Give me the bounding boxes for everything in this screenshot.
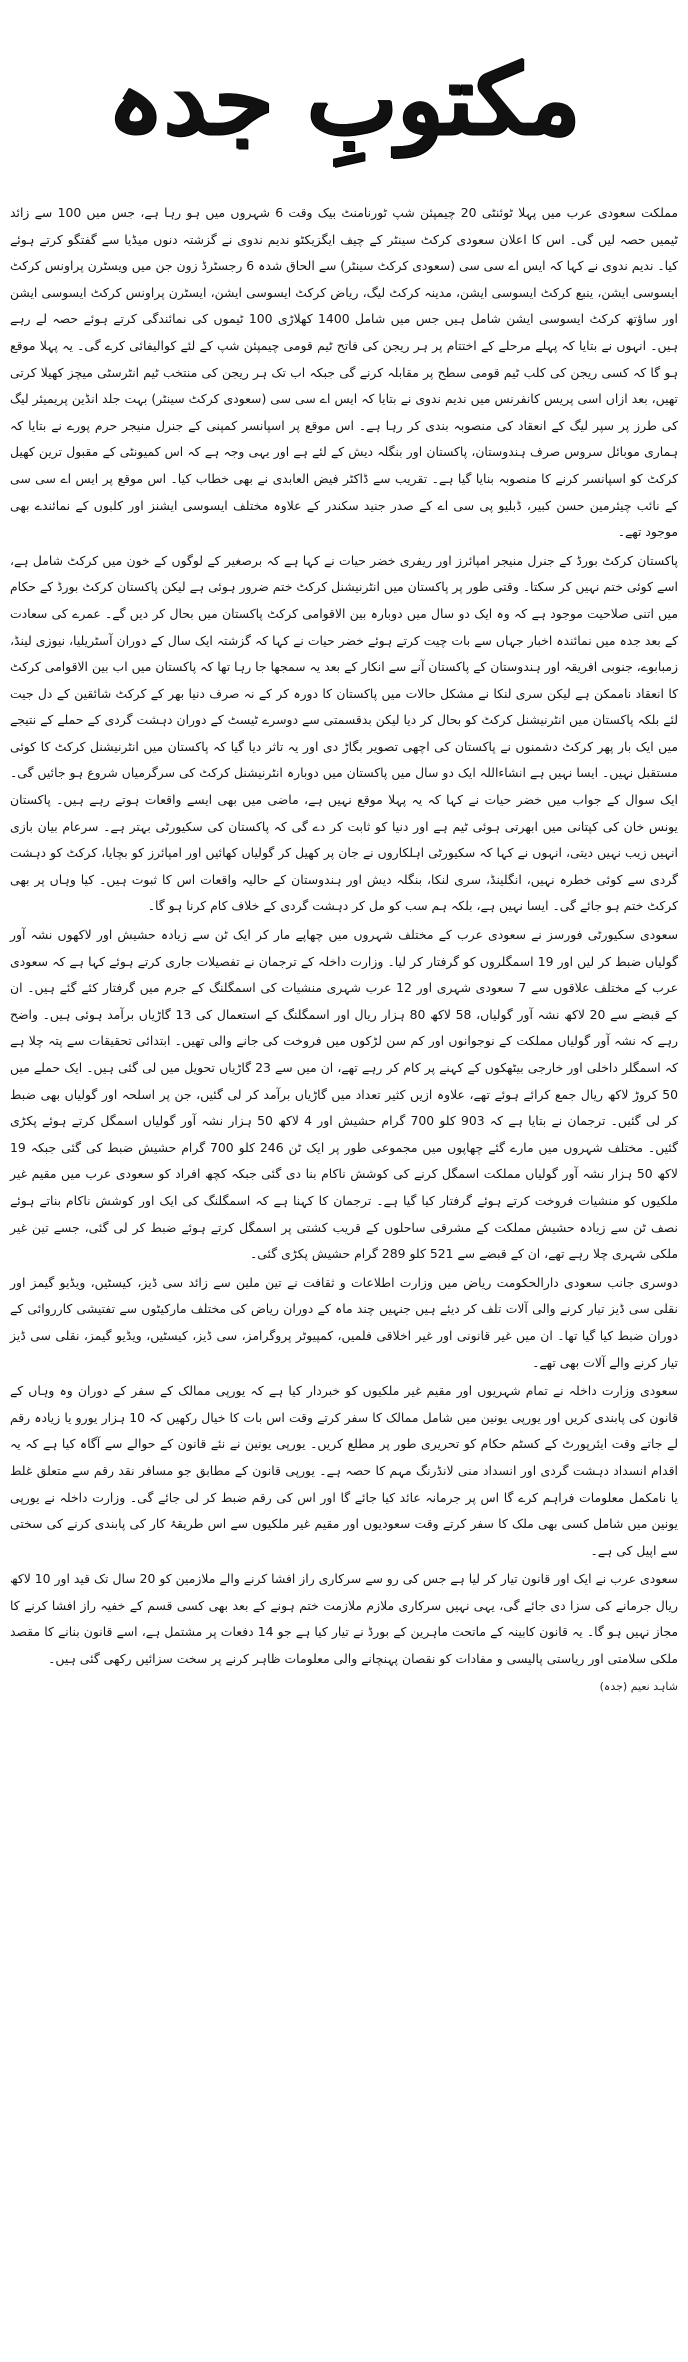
paragraph-drug-seizure: سعودی سکیورٹی فورسز نے سعودی عرب کے مختلف شہروں میں چھاپے مار کر ایک ٹن سے زیادہ حشیش اور لاکھوں نشہ آور گولیاں ضبط کر لیں اور 19 اسمگلروں کو گرفتار کر لیا۔ وزارت داخلہ کے ترجمان نے تفصیلات جاری کرتے ہوئے کہا ہے کہ سعودی عرب کے مختلف علاقوں سے 7 سعودی شہری اور 12 عرب شہری منشیات کی اسمگلنگ کے جرم میں گرفتار کئے گئے ہیں۔ ان کے قبضے سے 20 لاکھ نشہ آور گولیاں، 58 لاکھ 80 ہزار ریال اور اسمگلنگ کے استعمال کی 13 گاڑیاں برآمد ہوئی ہیں۔ واضح رہے کہ نشہ آور گولیاں مملکت کے نوجوانوں اور کم سن لڑکوں میں فروخت کی جانے والی تھیں۔ ابتدائی تحقیقات سے پتہ چلا ہے کہ اسمگلر داخلی اور خارجی بیٹھکوں کے کہنے پر کام کر رہے تھے، ان میں سے 23 گاڑیاں تحویل میں لی گئی ہیں۔ ایک حملے میں 50 کروڑ لاکھ ریال جمع کرائے ہوئے تھے، علاوہ ازیں کثیر تعداد میں گاڑیاں برآمد کر لی گئیں، جن پر اسلحہ اور گولیاں بھی ضبط کر لی گئیں۔ ترجمان نے بتایا ہے کہ 903 کلو 700 گرام حشیش اور 4 لاکھ 50 ہزار نشہ آور گولیاں اسمگل کرتے ہوئے پکڑی گئیں۔ مختلف شہروں میں مارے گئے چھاپوں میں مجموعی طور پر ایک ٹن 246 کلو 700 گرام حشیش ضبط کی گئی جبکہ 19 لاکھ 50 ہزار نشہ آور گولیاں مملکت اسمگل کرنے کی کوشش ناکام بنا دی گئی جبکہ کچھ افراد کو سعودی عرب میں مقیم غیر ملکیوں کو منشیات فروخت کرتے ہوئے گرفتار کیا گیا ہے۔ ترجمان کا کہنا ہے کہ اسمگلنگ کی ایک اور کوشش ناکام بناتے ہوئے نصف ٹن سے زیادہ حشیش مملکت کے مشرقی ساحلوں کے قریب کشتی پر اسمگل کرتے ہوئے ضبط کر لی گئی، جسے تین غیر ملکی شہری چلا رہے تھے، ان کے قبضے سے 521 کلو 289 گرام حشیش پکڑی گئی۔ — [10, 927, 679, 1262]
paragraph-eu-travel-rules: سعودی وزارت داخلہ نے تمام شہریوں اور مقیم غیر ملکیوں کو خبردار کیا ہے کہ یورپی ممالک کے سفر کے دوران وہ وہاں کے قانون کی پابندی کریں اور یورپی یونین میں شامل ممالک کا سفر کرتے وقت اس بات کا خیال رکھیں کہ 10 ہزار یورو یا زیادہ رقم لے جاتے وقت ایئرپورٹ کے کسٹم حکام کو تحریری طور پر مطلع کریں۔ یورپی یونین نے نئے قانون کے حوالے سے آگاہ کیا ہے کہ یہ اقدام انسداد دہشت گردی اور انسداد منی لانڈرنگ مہم کا حصہ ہے۔ یورپی قانون کے مطابق جو مسافر نقد رقم سے متعلق غلط یا نامکمل معلومات فراہم کرے گا اس پر جرمانہ عائد کیا جائے گا اور اس کی رقم ضبط کر لی جائے گی۔ وزارت داخلہ نے یورپی یونین میں شامل کسی بھی ملک کا سفر کرتے وقت سعودیوں اور مقیم غیر ملکیوں سے اس طریقۂ کار کی پابندی کرنے کی سختی سے اپیل کی ہے۔ — [10, 1383, 678, 1558]
column-title: مکتوبِ جدہ — [107, 43, 581, 156]
masthead — [10, 0, 678, 200]
byline: شاہد نعیم (جدہ) — [599, 1679, 678, 1693]
paragraph-state-secrets-law: سعودی عرب نے ایک اور قانون تیار کر لیا ہے جس کی رو سے سرکاری راز افشا کرنے والے ملازمین کو 20 سال تک قید اور 10 لاکھ ریال جرمانے کی سزا دی جائے گی، یہی نہیں سرکاری ملازم ملازمت ختم ہونے کے بعد بھی کسی قسم کے خفیہ راز افشا کرنے کا مجاز نہیں ہو گا۔ یہ قانون کابینہ کے ماتحت ماہرین کے بورڈ نے تیار کیا ہے جو 14 دفعات پر مشتمل ہے، اسے قانون بنانے کا مقصد ملکی سلامتی اور ریاستی پالیسی و مفادات کو نقصان پہنچانے والی معلومات ظاہر کرنے پر سخت سزائیں رکھی گئی ہیں۔ — [10, 1571, 678, 1667]
paragraph-pirated-media: دوسری جانب سعودی دارالحکومت ریاض میں وزارت اطلاعات و ثقافت نے تین ملین سے زائد سی ڈیز، کیسٹیں، ویڈیو گیمز اور نقلی سی ڈیز تیار کرنے والی آلات تلف کر دیئے ہیں جنہیں چند ماہ کے دوران ریاض کی مختلف مارکیٹوں سے تفتیشی کارروائی کے دوران ضبط کیا گیا تھا۔ ان میں غیر قانونی اور غیر اخلاقی فلمیں، کمپیوٹر پروگرامز، سی ڈیز، کیسٹیں، ویڈیو گیمز، نقلی سی ڈیز تیار کرنے والے آلات بھی تھے۔ — [10, 1274, 678, 1370]
paragraph-cricket-tournament: مملکت سعودی عرب میں پہلا ٹوئنٹی 20 چیمپئن شپ ٹورنامنٹ بیک وقت 6 شہروں میں ہو رہا ہے، جس میں 100 سے زائد ٹیمیں حصہ لیں گی۔ اس کا اعلان سعودی کرکٹ سینٹر کے چیف ایگزیکٹو ندیم ندوی نے گزشتہ دنوں میڈیا سے گفتگو کرتے ہوئے کیا۔ ندیم ندوی نے کہا کہ ایس اے سی سی (سعودی کرکٹ سینٹر) سے الحاق شدہ 6 رجسٹرڈ زون جن میں ویسٹرن پراونس کرکٹ ایسوسی ایشن، ینبع کرکٹ ایسوسی ایشن، مدینہ کرکٹ لیگ، ریاض کرکٹ ایسوسی ایشن، ایسٹرن پراونس کرکٹ ایسوسی ایشن اور ساؤتھ کرکٹ ایسوسی ایشن شامل ہیں جس میں شامل 1400 کھلاڑی 100 ٹیموں کی نمائندگی کرتے ہوئے حصہ لے رہے ہیں۔ انہوں نے بتایا کہ پہلے مرحلے کے اختتام پر ہر ریجن کی فاتح ٹیم قومی چیمپئن شپ کے لئے کوالیفائی کرے گی۔ یہ پہلا موقع ہو گا کہ کسی ریجن کی کلب ٹیم قومی سطح پر مقابلہ کرنے گی جبکہ اب تک ہر ریجن کی منتخب ٹیم انٹرسٹی میچز کھیلا کرتی تھیں، بعد ازاں اسی پریس کانفرنس میں ندیم ندوی نے بتایا کہ ایس اے سی سی (سعودی کرکٹ سینٹر) بہت جلد انڈین پریمیئر لیگ کی طرز پر سپر لیگ کے انعقاد کی منصوبہ بندی کر رہا ہے۔ اس موقع پر اسپانسر کمپنی کے جنرل منیجر حرم پورے نے بتایا کہ ہماری موبائل سروس صرف ہندوستان، پاکستان اور بنگلہ دیش کے لئے ہے اور یہی وجہ ہے کہ اس کمیونٹی کے مقبول ترین کھیل کرکٹ کو اسپانسر کرنے کا منصوبہ بنایا گیا ہے۔ تقریب سے ڈاکٹر فیض العابدی نے بھی خطاب کیا۔ اس موقع پر ایس اے سی سی کے نائب چیئرمین حسن کبیر، ڈبلیو پی سی اے کے صدر جنید سکندر کے علاوہ مختلف ایسوسی ایشنز اور کلبوں کے نمائندے بھی موجود تھے۔ — [10, 205, 679, 540]
article-body — [10, 200, 678, 1697]
paragraph-pcb-khizar-hayat: پاکستان کرکٹ بورڈ کے جنرل منیجر امپائرز اور ریفری خضر حیات نے کہا ہے کہ برصغیر کے لوگوں کے خون میں کرکٹ شامل ہے، اسے کوئی ختم نہیں کر سکتا۔ وقتی طور پر پاکستان میں انٹرنیشنل کرکٹ ختم ضرور ہوئی ہے لیکن پاکستان کرکٹ بورڈ کے حکام میں اتنی صلاحیت موجود ہے کہ وہ ایک دو سال میں دوبارہ بین الاقوامی کرکٹ پاکستان میں بحال کر دیں گے۔ عمرے کی سعادت کے بعد جدہ میں نمائندہ اخبار جہاں سے بات چیت کرتے ہوئے خضر حیات نے کہا کہ گزشتہ ایک سال کے دوران آسٹریلیا، نیوزی لینڈ، زمبابوے، جنوبی افریقہ اور ہندوستان کے پاکستان آنے سے انکار کے بعد یہ سمجھا جا رہا تھا کہ پاکستان میں اب بین الاقوامی کرکٹ کا انعقاد ناممکن ہے لیکن سری لنکا نے مشکل حالات میں پاکستان کا دورہ کر کے نہ صرف دنیا بھر کے کرکٹ شائقین کے دل جیت لئے بلکہ پاکستان میں انٹرنیشنل کرکٹ کو بحال کر دیا لیکن بدقسمتی سے دوسرے ٹیسٹ کے دوران دہشت گردی کے حملے کے نتیجے میں ایک بار پھر کرکٹ دشمنوں نے پاکستان کی اچھی تصویر بگاڑ دی اور یہ تاثر دیا گیا کہ پاکستان میں انٹرنیشنل کرکٹ کا کوئی مستقبل نہیں۔ ایسا نہیں ہے انشاءاللہ ایک دو سال میں پاکستان میں دوبارہ انٹرنیشنل کرکٹ کی سرگرمیاں شروع ہو جائیں گی۔ ایک سوال کے جواب میں خضر حیات نے کہا کہ یہ پہلا موقع نہیں ہے، ماضی میں بھی ایسے واقعات ہوتے رہے ہیں۔ پاکستان یونس خان کی کپتانی میں ابھرتی ہوئی ٹیم ہے اور دنیا کو ثابت کر دے گی کہ پاکستان کی سکیورٹی بہتر ہے۔ سرعام بیان بازی انہیں زیب نہیں دیتی، انہوں نے کہا کہ سکیورٹی اہلکاروں نے جان پر کھیل کر گولیاں کھائیں اور امپائرز کو بچایا، کرکٹ کو دہشت گردی سے کوئی خطرہ نہیں، انگلینڈ، سری لنکا، بنگلہ دیش اور ہندوستان کے حالیہ واقعات اس کا ثبوت ہیں۔ کیا وہاں پر بھی کرکٹ ختم ہو جائے گی۔ ایسا نہیں ہے، بلکہ ہم سب کو مل کر دہشت گردی کے خلاف کام کرنا ہو گا۔ — [10, 552, 678, 914]
